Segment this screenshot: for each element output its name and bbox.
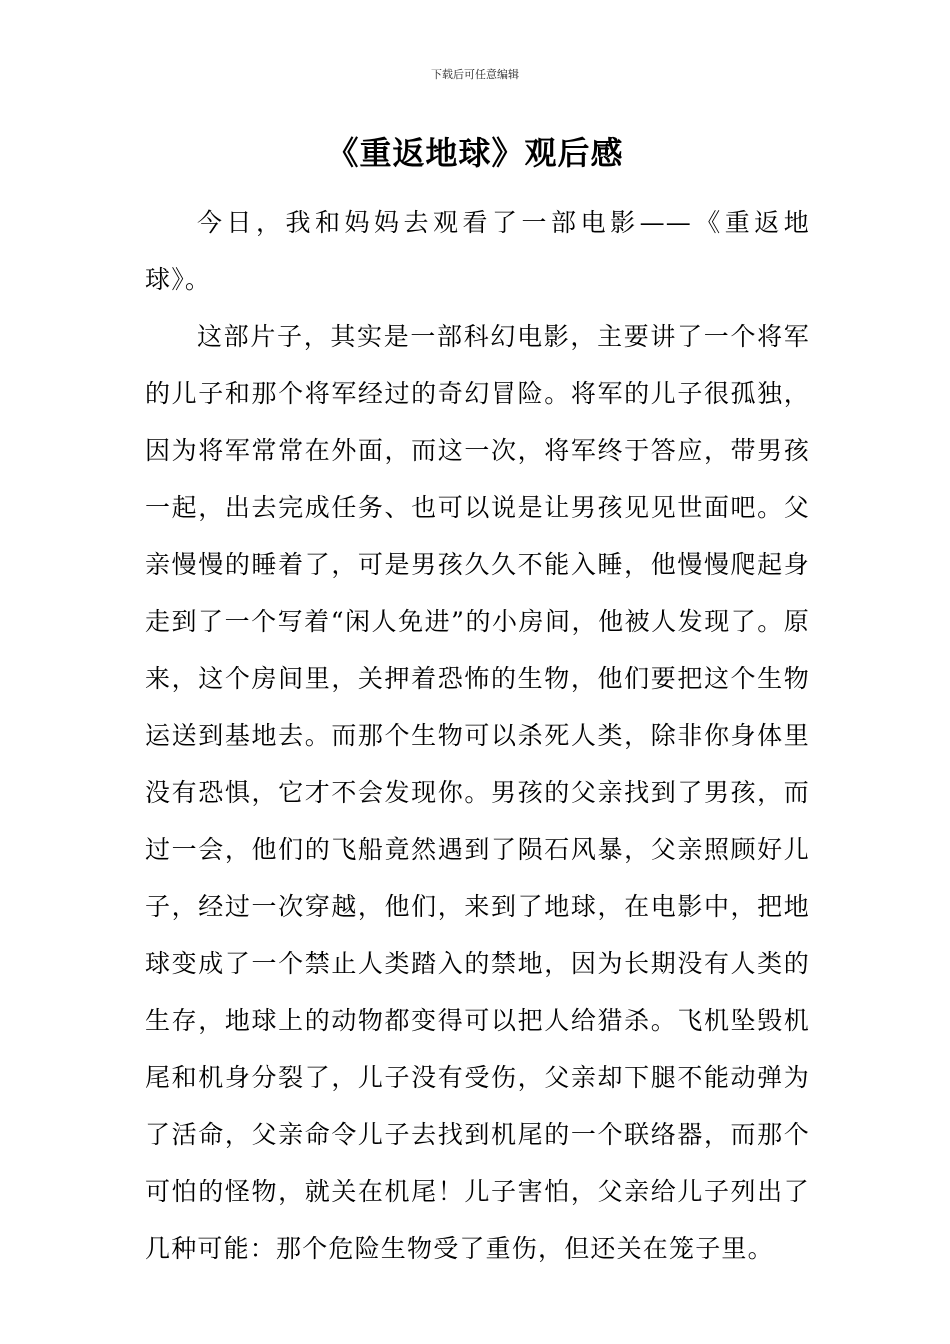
paragraph-2: 这部片子，其实是一部科幻电影，主要讲了一个将军的儿子和那个将军经过的奇幻冒险。将军的儿子很孤独，因为将军常常在外面，而这一次，将军终于答应，带男孩一起，出去完成任务、也可以说是让男孩见见世面吧。父亲慢慢的睡着了，可是男孩久久不能入睡，他慢慢爬起身走到了一个写着“闲人免进”的小房间，他被人发现了。原来，这个房间里，关押着恐怖的生物，他们要把这个生物运送到基地去。而那个生物可以杀死人类，除非你身体里没有恐惧，它才不会发现你。男孩的父亲找到了男孩，而过一会，他们的飞船竟然遇到了陨石风暴，父亲照顾好儿子，经过一次穿越，他们，来到了地球，在电影中，把地球变成了一个禁止人类踏入的禁地，因为长期没有人类的生存，地球上的动物都变得可以把人给猎杀。飞机坠毁机尾和机身分裂了，儿子没有受伤，父亲却下腿不能动弹为了活命，父亲命令儿子去找到机尾的一个联络器，而那个可怕的怪物，就关在机尾！儿子害怕，父亲给儿子列出了几种可能：那个危险生物受了重伤，但还关在笼子里。	[145, 322, 810, 1263]
document-title: 《重返地球》观后感	[326, 134, 624, 172]
document-body	[145, 194, 810, 1277]
paragraph-1: 今日，我和妈妈去观看了一部电影——《重返地球》。	[145, 208, 810, 294]
header-note: 下载后可任意编辑	[431, 68, 519, 81]
